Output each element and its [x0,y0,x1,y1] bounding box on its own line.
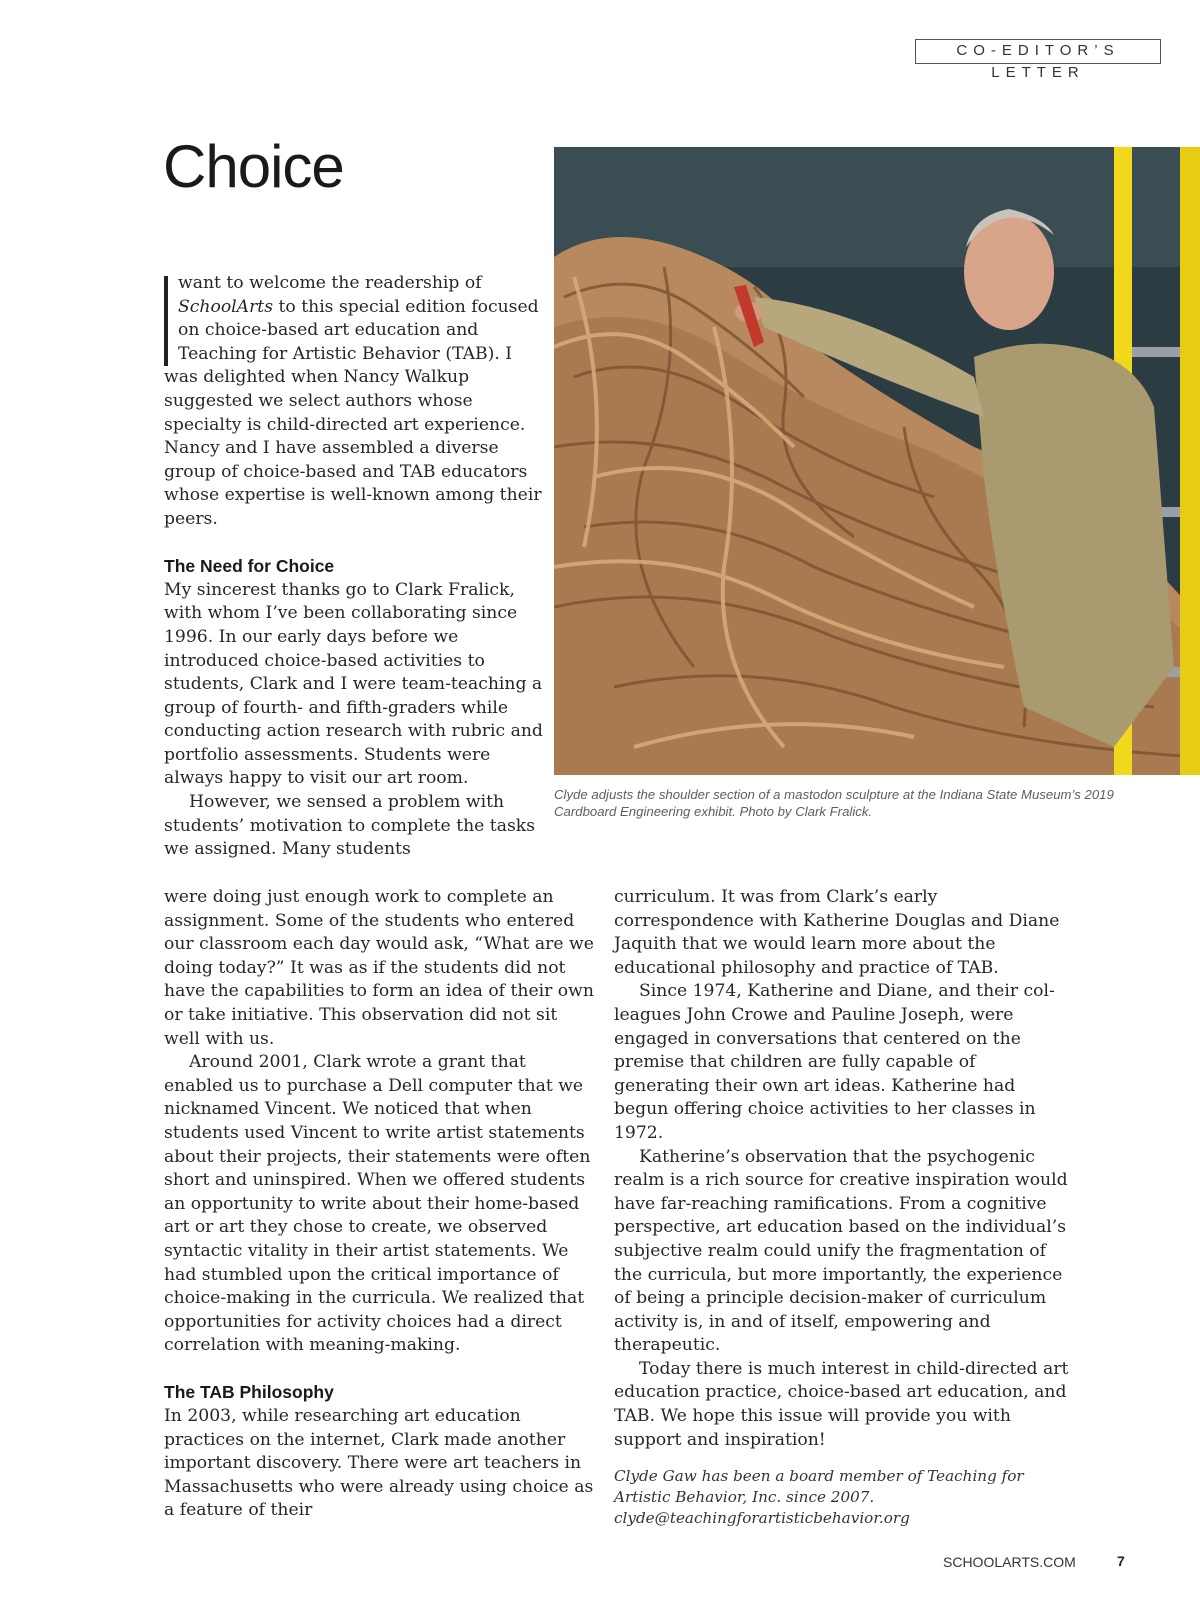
page-title: Choice [163,133,344,200]
paragraph: curriculum. It was from Clark’s early correspondence with Katherine Douglas and Diane Jaquith that we would learn more about the educational philosophy and practice of TAB. [614,887,1060,978]
intro-prefix: want to welcome the readership of [178,273,482,293]
heading-tab-philosophy: The TAB Philosophy [164,1382,334,1403]
intro-rest: to this special edition focused on choice-based art education and Teaching for Artistic Behavior (TAB). I was delighted when Nancy Walkup suggested we select authors whose specialty is child-directed art experience. Nancy and I have assembled a diverse group of choice-based and TAB educators whose expertise is well-known among their peers. [164,296,542,529]
left-column-top [164,272,548,862]
author-bio: Clyde Gaw has been a board member of Teaching for Artistic Behavior, Inc. since 2007. clyde@teachingforartisticbehavior.org [614,1467,1024,1528]
section-label: CO-EDITOR’S LETTER [915,39,1161,64]
photo-caption: Clyde adjusts the shoulder section of a mastodon sculpture at the Indiana State Museum’s 2019 Cardboard Engineering exhibit. Photo by Clark Fralick. [554,787,1114,819]
paragraph: Since 1974, Katherine and Diane, and their colleagues John Crowe and Pauline Joseph, were engaged in conversations that centered on the premise that children are fully capable of generating their own art ideas. Katherine had begun offering choice activities to her classes in 1972. [614,981,1055,1143]
paragraph: Around 2001, Clark wrote a grant that enabled us to purchase a Dell computer that we nicknamed Vincent. We noticed that when students used Vincent to write artist statements about their projects, their statements were often short and uninspired. When we offered students an opportunity to write about their home-based art or art they chose to create, we observed syntactic vitality in their artist statements. We had stumbled upon the critical importance of choice-making in the curricula. We realized that opportunities for activity choices had a direct correlation with meaning-making. [164,1052,591,1356]
right-column [614,886,1074,1529]
paragraph: My sincerest thanks go to Clark Fralick, with whom I’ve been collaborating since 1996. In our early days before we introduced choice-based activities to students, Clark and I were team-teaching a group of fourth- and fifth-graders while conducting action research with rubric and portfolio assessments. Students were always happy to visit our art room. [164,579,543,789]
footer-site: SCHOOLARTS.COM [943,1554,1076,1570]
paragraph: were doing just enough work to complete an assignment. Some of the students who entered our classroom each day would ask, “What are we doing today?” It was as if the students did not have the capabilities to form an idea of their own or take initiative. This observation did not sit well with us. [164,887,594,1049]
intro-paragraph [164,272,548,532]
left-column-bottom [164,886,596,1523]
paragraph: In 2003, while researching art education practices on the internet, Clark made another important discovery. There were art teachers in Massachusetts who were already using choice as a feature of their [164,1406,594,1521]
paragraph: However, we sensed a problem with students’ motivation to complete the tasks we assigned. Many students [164,792,536,860]
paragraph: Katherine’s observation that the psychogenic realm is a rich source for creative inspiration would have far-reaching ramifications. From a cognitive perspective, art education based on the individual’s subjective realm could unify the fragmentation of the curricula, but more importantly, the experience of being a principle decision-maker of curriculum activity is, in and of itself, empowering and therapeutic. [614,1146,1068,1356]
sculpture-illustration [554,147,1200,775]
publication-name: SchoolArts [178,296,274,317]
paragraph: Today there is much interest in child-directed art education practice, choice-based art education, and TAB. We hope this issue will provide you with support and inspiration! [614,1358,1069,1450]
heading-need-for-choice: The Need for Choice [164,556,335,577]
page-number: 7 [1117,1553,1125,1569]
drop-cap-bar [164,276,168,366]
sculpture-photo [554,147,1200,775]
